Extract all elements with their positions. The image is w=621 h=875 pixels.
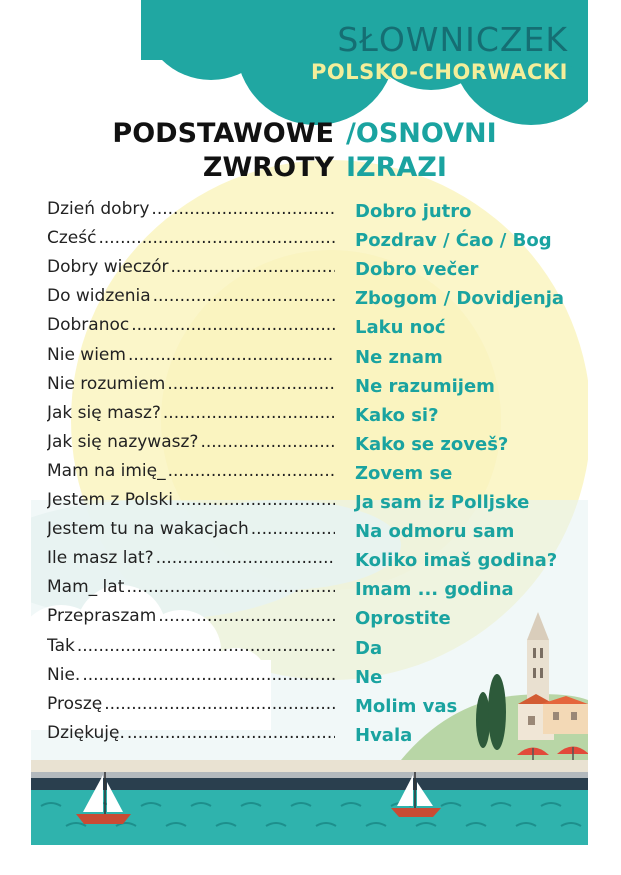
phrase-row bbox=[31, 544, 588, 573]
polish-phrase bbox=[47, 311, 335, 340]
polish-phrase-text: Proszę bbox=[47, 693, 103, 714]
polish-phrase bbox=[47, 195, 335, 224]
polish-phrase-text: Do widzenia bbox=[47, 286, 151, 307]
dot-leader bbox=[82, 661, 335, 690]
polish-phrase bbox=[47, 341, 335, 370]
polish-phrase-text: Ile masz lat? bbox=[47, 548, 154, 569]
dot-leader bbox=[158, 602, 335, 631]
dot-leader bbox=[251, 515, 335, 544]
polish-phrase bbox=[47, 661, 335, 690]
dot-leader bbox=[131, 311, 335, 340]
polish-phrase-text: Nie rozumiem bbox=[47, 373, 166, 394]
polish-phrase-text: Przepraszam bbox=[47, 606, 157, 627]
croatian-phrase: Molim vas bbox=[355, 695, 458, 717]
phrase-row bbox=[31, 253, 588, 282]
croatian-phrase: Ne bbox=[355, 666, 383, 688]
dot-leader bbox=[200, 428, 335, 457]
polish-phrase bbox=[47, 370, 335, 399]
croatian-phrase: Ne razumijem bbox=[355, 375, 495, 397]
phrase-row bbox=[31, 428, 588, 457]
croatian-phrase: Oprostite bbox=[355, 608, 451, 630]
heading-croatian-line: IZRAZI bbox=[346, 152, 447, 183]
phrase-row bbox=[31, 690, 588, 719]
polish-phrase-text: Nie. bbox=[47, 664, 81, 685]
phrase-row bbox=[31, 573, 588, 602]
dot-leader bbox=[156, 544, 335, 573]
dot-leader bbox=[170, 253, 335, 282]
heading-polish bbox=[91, 117, 334, 185]
phrase-row bbox=[31, 399, 588, 428]
phrase-row bbox=[31, 486, 588, 515]
polish-phrase-text: Mam na imię_ bbox=[47, 460, 166, 481]
dot-leader bbox=[104, 690, 335, 719]
polish-phrase bbox=[47, 486, 335, 515]
phrase-row bbox=[31, 632, 588, 661]
phrase-row bbox=[31, 195, 588, 224]
croatian-phrase: Laku noć bbox=[355, 317, 446, 339]
polish-phrase bbox=[47, 399, 335, 428]
title-line-2: POLSKO-CHORWACKI bbox=[310, 60, 568, 84]
polish-phrase-text: Tak bbox=[47, 635, 75, 656]
heading-croatian-line: /OSNOVNI bbox=[346, 118, 497, 149]
dot-leader bbox=[128, 341, 335, 370]
polish-phrase-text: Nie wiem bbox=[47, 344, 126, 365]
polish-phrase bbox=[47, 719, 335, 748]
polish-phrase bbox=[47, 632, 335, 661]
croatian-phrase: Zbogom / Dovidjenja bbox=[355, 288, 565, 310]
polish-phrase bbox=[47, 282, 335, 311]
polish-phrase-text: Jak się nazywasz? bbox=[47, 431, 199, 452]
dot-leader bbox=[153, 282, 335, 311]
polish-phrase-text: Cześć bbox=[47, 228, 97, 249]
phrase-row bbox=[31, 602, 588, 631]
croatian-phrase: Dobro večer bbox=[355, 259, 479, 281]
polish-phrase bbox=[47, 224, 335, 253]
phrase-row bbox=[31, 282, 588, 311]
croatian-phrase: Zovem se bbox=[355, 462, 453, 484]
heading-polish-line: PODSTAWOWE bbox=[112, 118, 334, 149]
polish-phrase-text: Dobranoc bbox=[47, 315, 130, 336]
croatian-phrase: Na odmoru sam bbox=[355, 521, 515, 543]
polish-phrase bbox=[47, 544, 335, 573]
phrase-row bbox=[31, 311, 588, 340]
croatian-phrase: Pozdrav / Ćao / Bog bbox=[355, 230, 552, 252]
polish-phrase bbox=[47, 428, 335, 457]
polish-phrase bbox=[47, 515, 335, 544]
croatian-phrase: Ne znam bbox=[355, 346, 443, 368]
phrase-row bbox=[31, 370, 588, 399]
croatian-phrase: Ja sam iz Polljske bbox=[355, 492, 530, 513]
polish-phrase bbox=[47, 573, 335, 602]
dot-leader bbox=[167, 370, 335, 399]
phrase-row bbox=[31, 224, 588, 253]
dot-leader bbox=[77, 632, 335, 661]
croatian-phrase: Da bbox=[355, 637, 383, 659]
polish-phrase-text: Dobry wieczór bbox=[47, 257, 169, 278]
phrase-row bbox=[31, 719, 588, 748]
phrase-row bbox=[31, 515, 588, 544]
croatian-phrase: Dobro jutro bbox=[355, 201, 472, 222]
polish-phrase-text: Mam_ lat bbox=[47, 577, 125, 598]
heading-croatian bbox=[346, 117, 566, 185]
polish-phrase bbox=[47, 690, 335, 719]
polish-phrase bbox=[47, 602, 335, 631]
heading-polish-line: ZWROTY bbox=[202, 152, 334, 183]
polish-phrase-text: Dziękuję. bbox=[47, 722, 125, 743]
croatian-phrase: Kako si? bbox=[355, 404, 439, 426]
dot-leader bbox=[175, 486, 335, 515]
dot-leader bbox=[126, 573, 335, 602]
title-line-1: SŁOWNICZEK bbox=[337, 20, 568, 59]
polish-phrase bbox=[47, 253, 335, 282]
phrase-row bbox=[31, 341, 588, 370]
phrasebook-poster bbox=[31, 0, 588, 845]
dot-leader bbox=[168, 457, 335, 486]
croatian-phrase: Hvala bbox=[355, 724, 413, 746]
croatian-phrase: Koliko imaš godina? bbox=[355, 550, 558, 572]
phrase-row bbox=[31, 661, 588, 690]
dot-leader bbox=[163, 399, 335, 428]
croatian-phrase: Imam ... godina bbox=[355, 579, 514, 601]
polish-phrase-text: Jestem tu na wakacjach bbox=[47, 519, 249, 540]
dot-leader bbox=[127, 719, 335, 748]
dot-leader bbox=[98, 224, 335, 253]
croatian-phrase: Kako se zoveš? bbox=[355, 433, 509, 455]
polish-phrase-text: Jestem z Polski bbox=[47, 490, 173, 510]
polish-phrase-text: Jak się masz? bbox=[47, 402, 161, 423]
dot-leader bbox=[151, 195, 335, 224]
polish-phrase bbox=[47, 457, 335, 486]
polish-phrase-text: Dzień dobry bbox=[47, 199, 150, 219]
phrase-row bbox=[31, 457, 588, 486]
